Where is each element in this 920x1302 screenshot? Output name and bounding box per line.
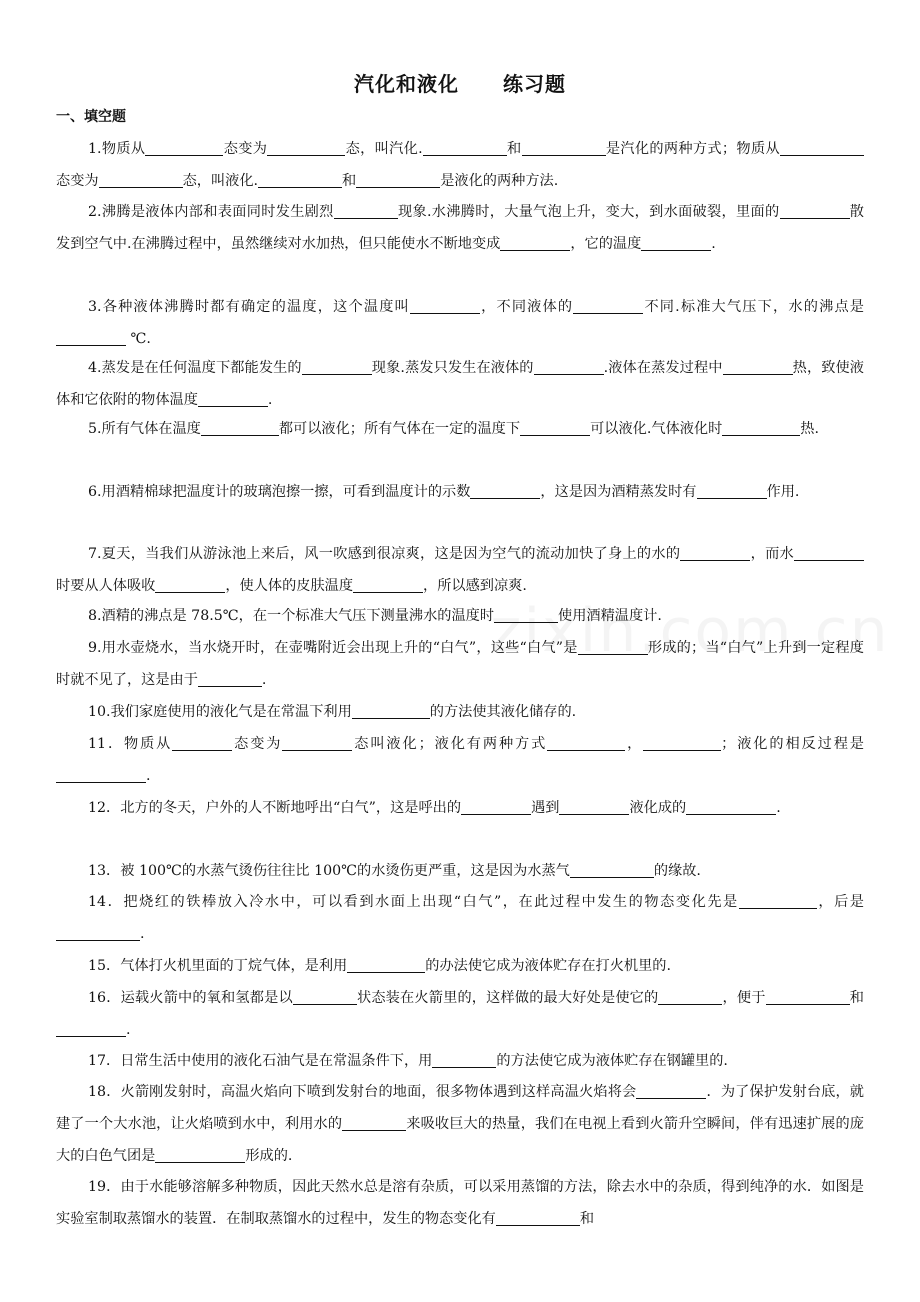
question-text: .	[261, 672, 267, 688]
question-text: 态变为	[56, 173, 99, 189]
question-11	[56, 728, 864, 792]
question-text: 是液化的两种方法.	[440, 173, 559, 189]
question-8	[56, 600, 864, 632]
question-text: 12．北方的冬天，户外的人不断地呼出“白气”，这是呼出的	[88, 800, 462, 816]
question-text: 10.我们家庭使用的液化气是在常温下利用	[88, 704, 352, 720]
question-text: ，	[625, 736, 644, 752]
fill-in-blank[interactable]	[282, 734, 352, 751]
section-heading: 一、填空题	[56, 109, 126, 125]
question-text: .	[776, 800, 781, 816]
question-16	[56, 982, 864, 1046]
question-12	[56, 792, 864, 824]
question-text: ，而水	[750, 546, 794, 562]
question-text: ，所以感到凉爽.	[423, 578, 527, 594]
question-text: 可以液化.气体液化时	[590, 421, 723, 437]
fill-in-blank[interactable]	[293, 988, 357, 1005]
question-text: ；液化的相反过程是	[721, 736, 864, 752]
fill-in-blank[interactable]	[201, 419, 279, 436]
question-5	[56, 413, 864, 445]
fill-in-blank[interactable]	[155, 576, 225, 593]
question-text: ，便于	[722, 990, 766, 1006]
fill-in-blank[interactable]	[496, 1209, 580, 1226]
fill-in-blank[interactable]	[686, 798, 776, 815]
question-text: 14．把烧红的铁棒放入冷水中，可以看到水面上出现“白气”，在此过程中发生的物态变化先是	[88, 894, 739, 910]
question-19	[56, 1171, 864, 1235]
question-text: .	[146, 768, 151, 784]
question-text: 的办法使它成为液体贮存在打火机里的.	[425, 958, 671, 974]
question-text: 9.用水壶烧水，当水烧开时，在壶嘴附近会出现上升的“白气”，这些“白气”是	[88, 640, 578, 656]
question-text: .液体在蒸发过程中	[603, 360, 723, 376]
question-text: 15．气体打火机里面的丁烷气体，是利用	[88, 958, 348, 974]
question-text: 不同.标准大气压下，水的沸点是	[643, 299, 864, 315]
fill-in-blank[interactable]	[410, 297, 480, 314]
question-text: ，这是因为酒精蒸发时有	[540, 484, 697, 500]
question-text: ，使人体的皮肤温度	[225, 578, 354, 594]
fill-in-blank[interactable]	[723, 358, 793, 375]
fill-in-blank[interactable]	[780, 202, 850, 219]
fill-in-blank[interactable]	[697, 482, 767, 499]
question-text: 态，叫汽化.	[345, 141, 423, 157]
question-text: 热，致使液体和它依附的物体温度	[56, 360, 864, 408]
question-2	[56, 196, 864, 260]
title-topic: 汽化和液化	[354, 72, 459, 96]
question-6	[56, 476, 864, 508]
question-text: ．为了保护发射台底，就建了一个大水池，让火焰喷到水中，利用水的	[56, 1084, 864, 1132]
fill-in-blank[interactable]	[559, 798, 629, 815]
fill-in-blank[interactable]	[494, 606, 558, 623]
fill-in-blank[interactable]	[739, 892, 817, 909]
question-text: 时要从人体吸收	[56, 578, 156, 594]
question-15	[56, 950, 864, 982]
fill-in-blank[interactable]	[172, 734, 232, 751]
question-text: .	[140, 926, 145, 942]
question-text: .	[711, 236, 716, 252]
fill-in-blank[interactable]	[520, 419, 590, 436]
title-kind: 练习题	[503, 72, 566, 96]
question-text: 态变为	[223, 141, 268, 157]
fill-in-blank[interactable]	[56, 924, 140, 941]
question-text: 16．运载火箭中的氧和氢都是以	[88, 990, 293, 1006]
fill-in-blank[interactable]	[794, 544, 864, 561]
question-text: 4.蒸发是在任何温度下都能发生的	[88, 360, 302, 376]
fill-in-blank[interactable]	[658, 988, 722, 1005]
question-text: 液化成的	[629, 800, 687, 816]
fill-in-blank[interactable]	[636, 1082, 706, 1099]
fill-in-blank[interactable]	[570, 861, 654, 878]
question-text: 都可以液化；所有气体在一定的温度下	[278, 421, 521, 437]
question-text: 的方法使它成为液体贮存在钢罐里的.	[496, 1053, 728, 1069]
fill-in-blank[interactable]	[352, 702, 430, 719]
fill-in-blank[interactable]	[641, 234, 711, 251]
fill-in-blank[interactable]	[780, 139, 864, 156]
fill-in-blank[interactable]	[56, 329, 126, 346]
question-text: 和	[849, 990, 864, 1006]
fill-in-blank[interactable]	[500, 234, 570, 251]
question-text: 状态装在火箭里的，这样做的最大好处是使它的	[356, 990, 659, 1006]
question-3	[56, 291, 864, 355]
question-text: 6.用酒精棉球把温度计的玻璃泡擦一擦，可看到温度计的示数	[88, 484, 471, 500]
fill-in-blank[interactable]	[643, 734, 721, 751]
question-text: 18．火箭刚发射时，高温火焰向下喷到发射台的地面，很多物体遇到这样高温火焰将会	[88, 1084, 637, 1100]
fill-in-blank[interactable]	[470, 482, 540, 499]
question-text: 散发到空气中.在沸腾过程中，虽然继续对水加热，但只能使水不断地变成	[56, 204, 864, 252]
fill-in-blank[interactable]	[534, 358, 604, 375]
question-13	[56, 855, 864, 887]
fill-in-blank[interactable]	[342, 1114, 406, 1131]
question-text: 遇到	[531, 800, 560, 816]
fill-in-blank[interactable]	[56, 1020, 126, 1037]
question-text: 态叫液化；液化有两种方式	[352, 736, 548, 752]
fill-in-blank[interactable]	[258, 171, 342, 188]
fill-in-blank[interactable]	[155, 1146, 245, 1163]
fill-in-blank[interactable]	[547, 734, 625, 751]
question-text: 使用酒精温度计.	[558, 608, 662, 624]
question-text: 的方法使其液化储存的.	[429, 704, 577, 720]
question-text: 和	[579, 1211, 595, 1227]
fill-in-blank[interactable]	[198, 390, 268, 407]
page-title	[0, 68, 920, 97]
question-text: 作用.	[766, 484, 800, 500]
fill-in-blank[interactable]	[145, 139, 223, 156]
question-text: 现象.蒸发只发生在液体的	[371, 360, 534, 376]
question-text: ，不同液体的	[479, 299, 574, 315]
question-text: 和	[342, 173, 357, 189]
question-18	[56, 1076, 864, 1172]
fill-in-blank[interactable]	[432, 1051, 496, 1068]
fill-in-blank[interactable]	[423, 139, 507, 156]
question-text: 2.沸腾是液体内部和表面同时发生剧烈	[88, 204, 334, 220]
fill-in-blank[interactable]	[680, 544, 750, 561]
question-text: 17．日常生活中使用的液化石油气是在常温条件下，用	[88, 1053, 433, 1069]
question-text: 19．由于水能够溶解多种物质，因此天然水总是溶有杂质，可以采用蒸馏的方法，除去水中的杂质，得到纯净的水．如图是实验室制取蒸馏水的装置．在制取蒸馏水的过程中，发生的物态变化有	[56, 1179, 864, 1227]
fill-in-blank[interactable]	[356, 171, 440, 188]
fill-in-blank[interactable]	[56, 766, 146, 783]
question-text: .	[126, 1022, 131, 1038]
question-text: 3.各种液体沸腾时都有确定的温度，这个温度叫	[88, 299, 410, 315]
question-4	[56, 352, 864, 416]
question-1	[56, 133, 864, 197]
fill-in-blank[interactable]	[302, 358, 372, 375]
fill-in-blank[interactable]	[334, 202, 398, 219]
question-text: 11．物质从	[88, 736, 173, 752]
fill-in-blank[interactable]	[99, 171, 183, 188]
fill-in-blank[interactable]	[722, 419, 800, 436]
question-7	[56, 538, 864, 602]
question-text: 形成的；当“白气”上升到一定程度时就不见了，这是由于	[56, 640, 864, 688]
fill-in-blank[interactable]	[522, 139, 606, 156]
fill-in-blank[interactable]	[578, 638, 648, 655]
question-text: 态，叫液化.	[182, 173, 259, 189]
fill-in-blank[interactable]	[766, 988, 850, 1005]
question-text: 态变为	[232, 736, 283, 752]
question-text: 来吸收巨大的热量，我们在电视上看到火箭升空瞬间，伴有迅速扩展的庞大的白色气团是	[56, 1116, 864, 1164]
fill-in-blank[interactable]	[347, 956, 425, 973]
question-text: 是汽化的两种方式；物质从	[605, 141, 780, 157]
question-text: 的缘故.	[653, 863, 701, 879]
question-text: 现象.水沸腾时，大量气泡上升，变大，到水面破裂，里面的	[397, 204, 780, 220]
question-17	[56, 1045, 864, 1077]
question-text: 13．被 100℃的水蒸气烫伤往往比 100℃的水烫伤更严重，这是因为水蒸气	[88, 863, 570, 879]
fill-in-blank[interactable]	[461, 798, 531, 815]
question-text: ，后是	[816, 894, 864, 910]
question-text: 热.	[800, 421, 819, 437]
question-text: 1.物质从	[88, 141, 146, 157]
question-text: 8.酒精的沸点是 78.5℃，在一个标准大气压下测量沸水的温度时	[88, 608, 495, 624]
question-text: 5.所有气体在温度	[88, 421, 201, 437]
fill-in-blank[interactable]	[573, 297, 643, 314]
question-9	[56, 632, 864, 696]
fill-in-blank[interactable]	[198, 670, 262, 687]
question-text: 形成的.	[245, 1148, 293, 1164]
fill-in-blank[interactable]	[267, 139, 345, 156]
question-14	[56, 886, 864, 950]
question-text: ℃.	[126, 331, 151, 347]
fill-in-blank[interactable]	[353, 576, 423, 593]
question-text: ，它的温度	[570, 236, 642, 252]
question-text: 7.夏天，当我们从游泳池上来后，风一吹感到很凉爽，这是因为空气的流动加快了身上的水的	[88, 546, 681, 562]
question-text: .	[267, 392, 273, 408]
question-text: 和	[506, 141, 522, 157]
question-10	[56, 696, 864, 728]
